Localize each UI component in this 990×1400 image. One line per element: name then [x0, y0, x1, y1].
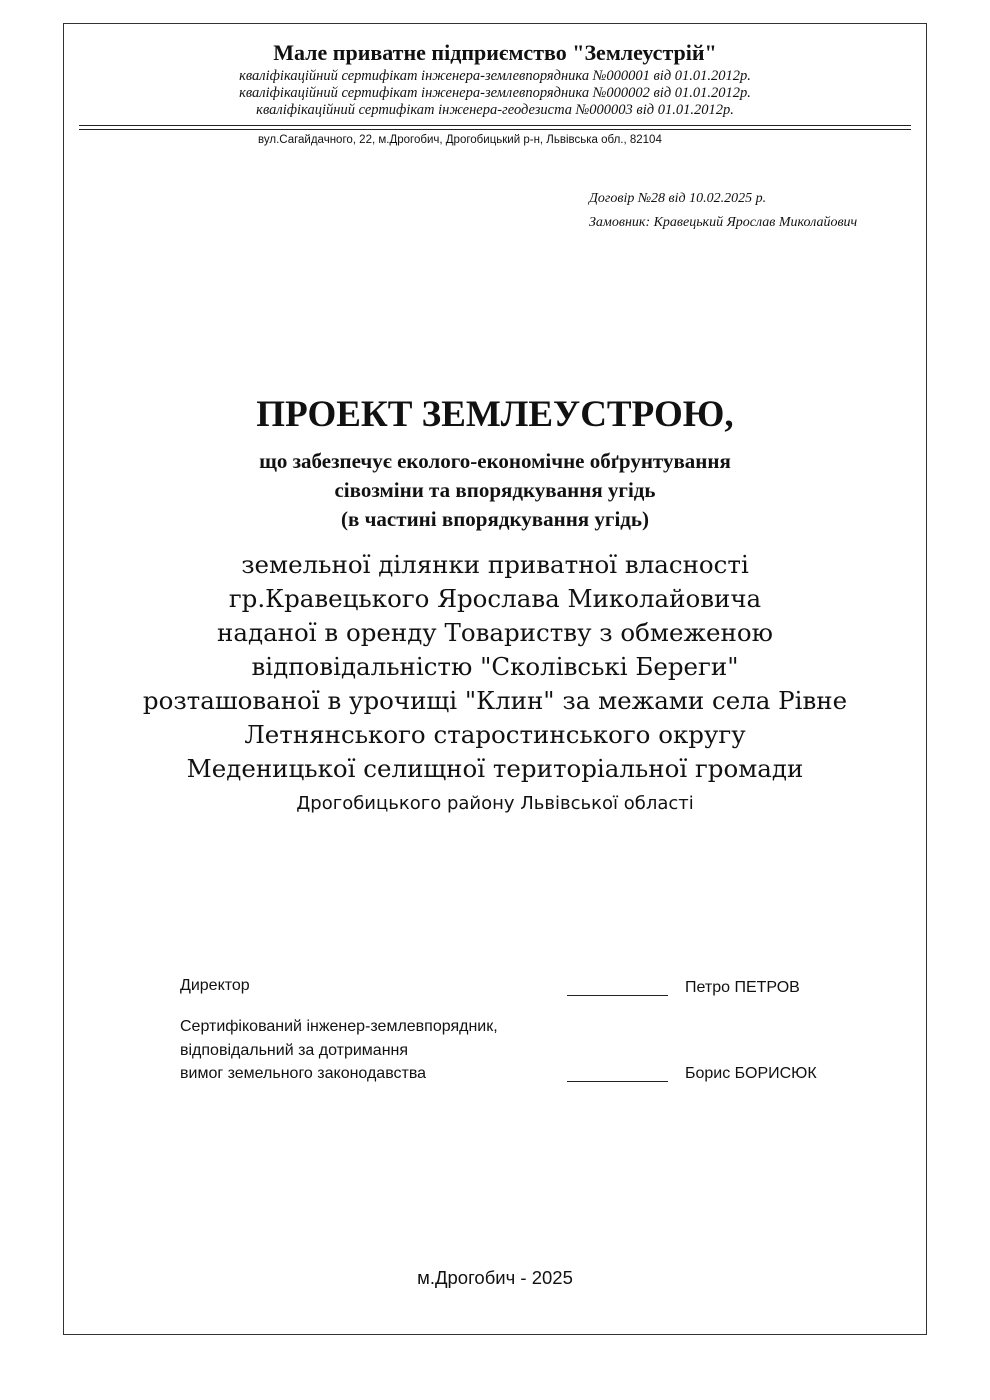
parcel-line: Меденицької селищної територіальної громади: [186, 754, 804, 783]
document-title: ПРОЕКТ ЗЕМЛЕУСТРОЮ,: [256, 394, 734, 435]
document-subtitle: [0, 447, 990, 534]
director-name: Петро ПЕТРОВ: [685, 979, 800, 996]
engineer-signature-line: [567, 1081, 668, 1082]
contract-number: Договір №28 від 10.02.2025 р.: [589, 191, 767, 206]
parcel-line: розташованої в урочищі "Клин" за межами села Рівне: [142, 686, 848, 715]
certificates-block: [0, 68, 990, 119]
director-signature-line: [567, 995, 668, 996]
company-address: вул.Сагайдачного, 22, м.Дрогобич, Дрогобицький р-н, Львівська обл., 82104: [258, 134, 662, 146]
parcel-line: гр.Кравецького Ярослава Миколайовича: [228, 584, 762, 613]
subtitle-line: сівозміни та впорядкування угідь: [334, 478, 656, 502]
engineer-role-line: вимог земельного законодавства: [180, 1065, 427, 1082]
subtitle-line: що забезпечує еколого-економічне обґрунтування: [259, 449, 731, 473]
header-divider-thick: [79, 125, 911, 126]
subtitle-line: (в частині впорядкування угідь): [341, 507, 649, 531]
parcel-line: відповідальністю "Сколівські Береги": [251, 652, 739, 681]
place-year: м.Дрогобич - 2025: [417, 1267, 573, 1288]
engineer-name: Борис БОРИСЮК: [685, 1065, 817, 1082]
engineer-role-line: відповідальний за дотримання: [180, 1042, 409, 1059]
engineer-role-line: Сертифікований інженер-землевпорядник,: [180, 1018, 498, 1035]
customer-name: Замовник: Кравецький Ярослав Миколайович: [589, 215, 858, 230]
parcel-line: земельної ділянки приватної власності: [241, 550, 749, 579]
certificate-line: кваліфікаційний сертифікат інженера-землевпорядника №000002 від 01.01.2012р.: [239, 85, 751, 101]
certificate-line: кваліфікаційний сертифікат інженера-геодезиста №000003 від 01.01.2012р.: [256, 102, 734, 118]
director-role: Директор: [180, 977, 250, 994]
header-divider-thin: [79, 129, 911, 130]
company-name: Мале приватне підприємство "Землеустрій": [273, 40, 717, 65]
district-line: Дрогобицького району Львівської області: [296, 793, 694, 814]
parcel-line: Летнянського старостинського округу: [244, 720, 746, 749]
parcel-description: [0, 548, 990, 786]
contract-info: [589, 187, 857, 235]
parcel-line: наданої в оренду Товариству з обмеженою: [217, 618, 773, 647]
certificate-line: кваліфікаційний сертифікат інженера-землевпорядника №000001 від 01.01.2012р.: [239, 68, 751, 84]
